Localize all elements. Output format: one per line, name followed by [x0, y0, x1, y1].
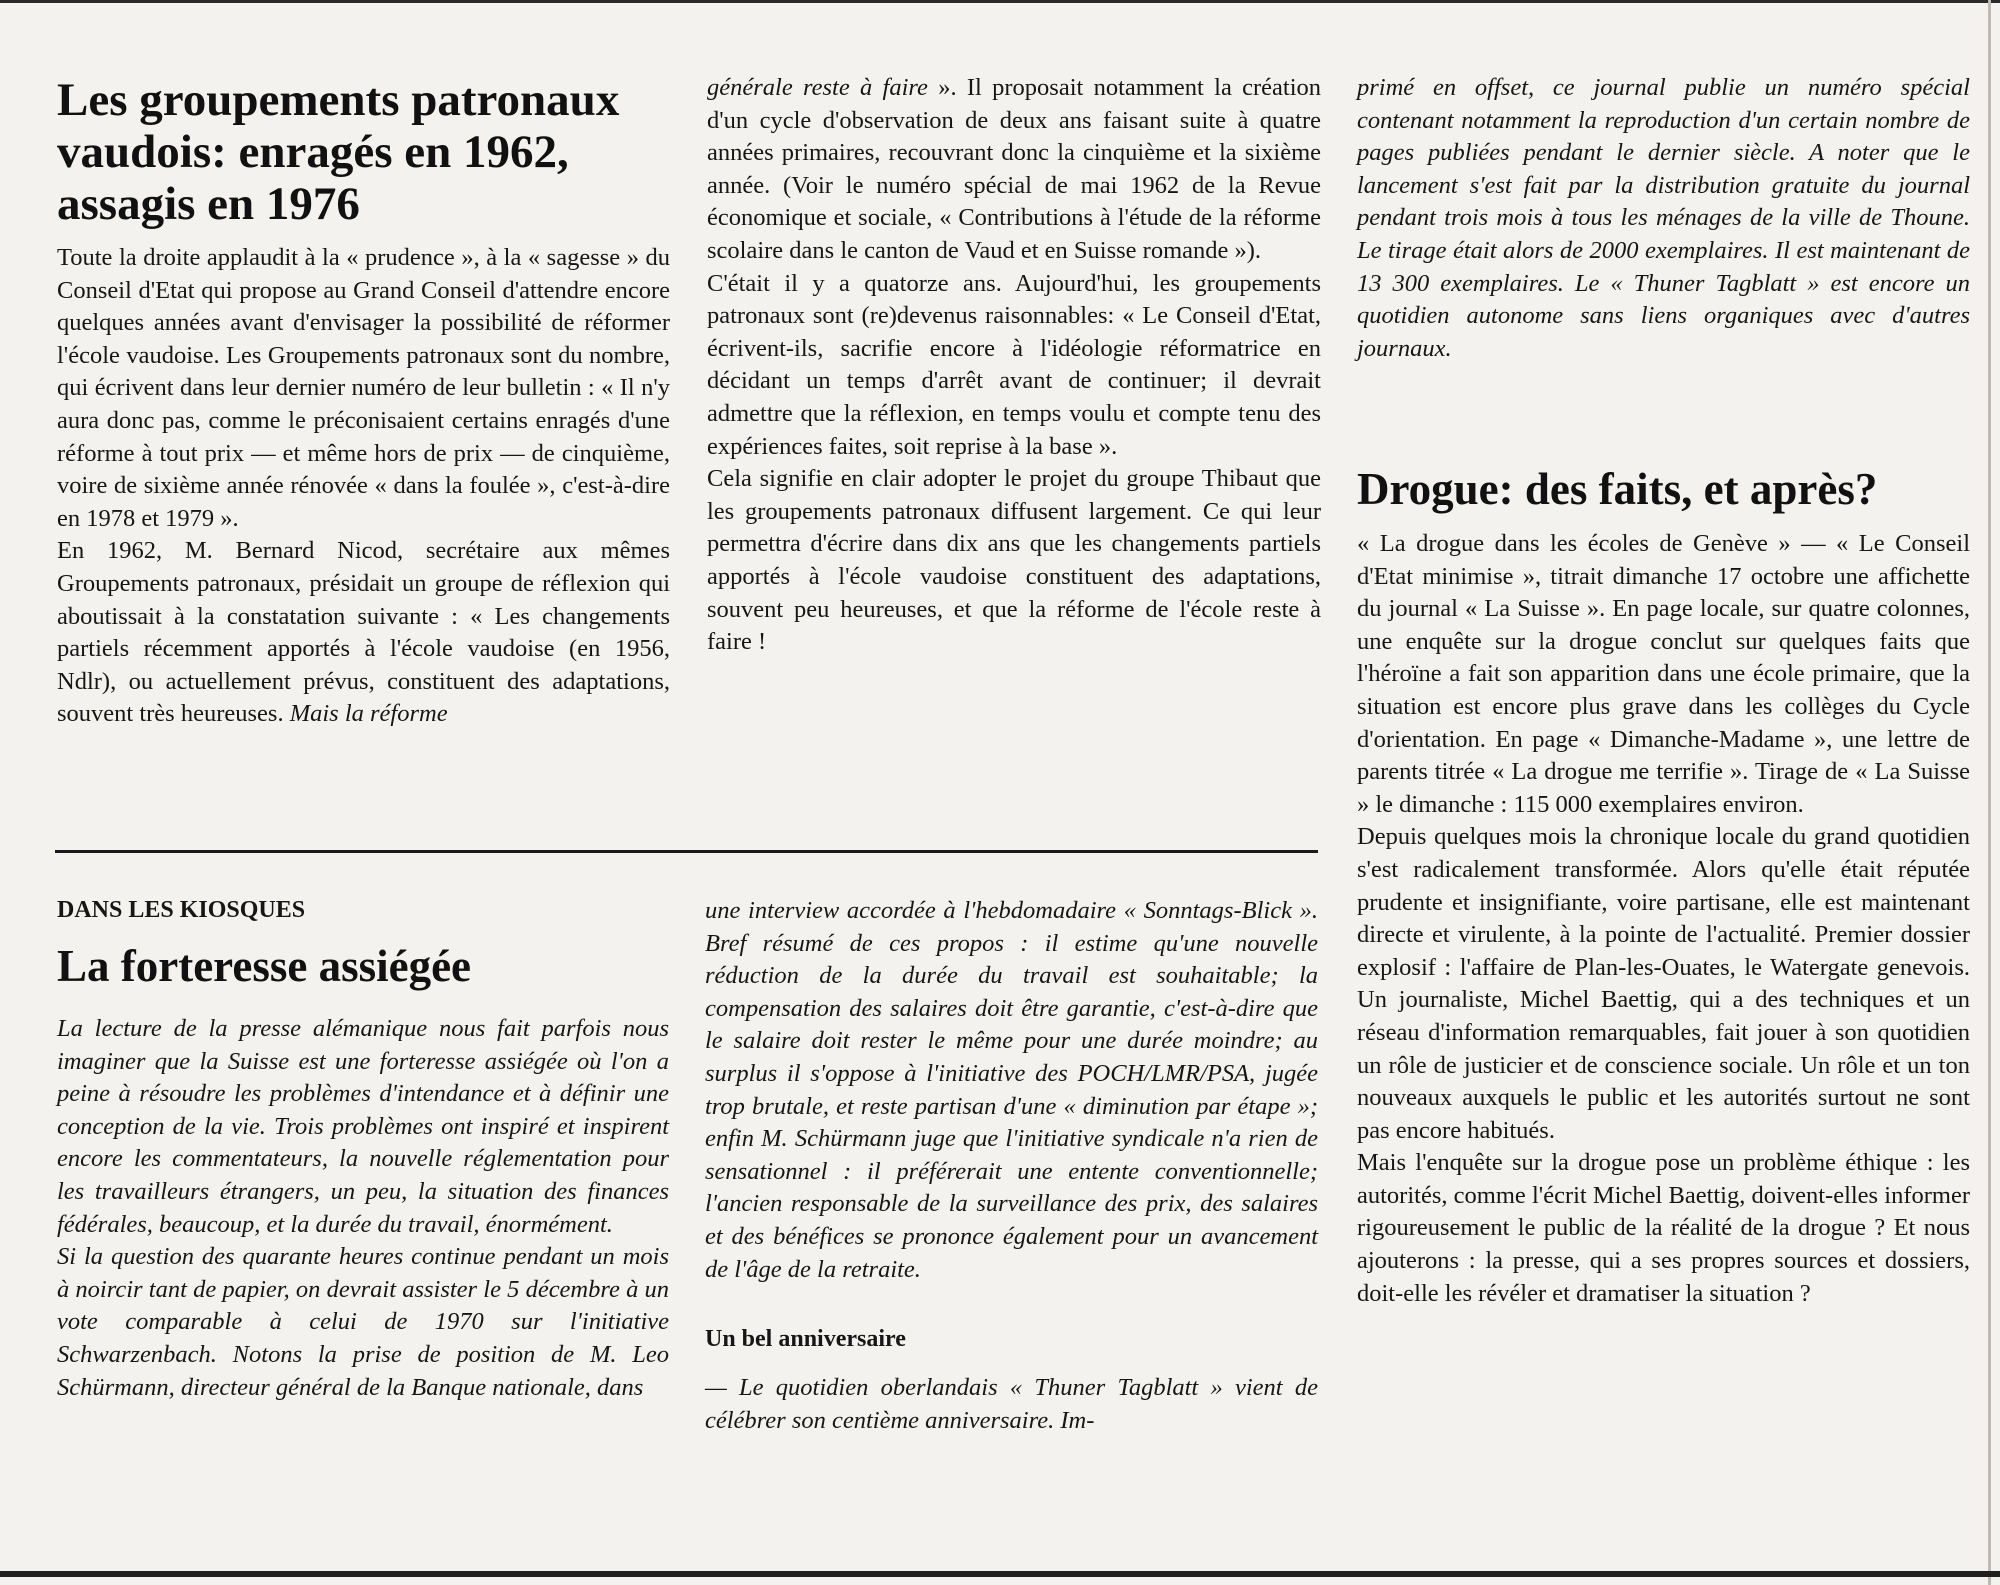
- article3-paragraph: Depuis quelques mois la chronique locale du grand quotidien s'est radicalement transformée. Alors qu'elle était réputée prudente et insignifiante, voire partisane, elle est maintenant directe et virulente, à la pointe de l'actualité. Premier dossier explosif : l'affaire de Plan-les-Ouates, le Watergate genevois. Un journaliste, Michel Baettig, qui a des techniques et un réseau d'information remarquables, fait jouer à son quotidien un rôle de justicier et de conscience sociale. Un rôle et un ton nouveaux auxquels le public et les autorités surtout ne sont pas encore habitués.: [1357, 823, 1970, 1144]
- article3-paragraph: « La drogue dans les écoles de Genève » — « Le Conseil d'Etat minimise », titrait dimanche 17 octobre une affichette du journal « La Suisse ». En page locale, sur quatre colonnes, une enquête sur la drogue conclut sur quelques faits que l'héroïne a fait son apparition dans une école primaire, que la situation est encore plus grave dans les collèges du Cycle d'orientation. En page « Dimanche-Madame », une lettre de parents titrée « La drogue me terrifie ». Tirage de « La Suisse » le dimanche : 115 000 exemplaires environ.: [1357, 530, 1970, 818]
- article2-subhead: Un bel anniversaire: [705, 1326, 906, 1353]
- article2-col3: [1357, 72, 1970, 365]
- article2-kicker: DANS LES KIOSQUES: [57, 897, 306, 923]
- article1-paragraph: C'était il y a quatorze ans. Aujourd'hui, les groupements patronaux sont (re)devenus raisonnables: « Le Conseil d'Etat, écrivent-ils, sacrifie encore à l'idéologie réformatrice en décidant un temps d'arrêt avant de continuer; il devrait admettre que la réflexion, en temps voulu et compte tenu des expériences faites, soit reprise à la base ».: [707, 269, 1321, 460]
- article1-paragraph: générale reste à faire ». Il proposait notamment la création d'un cycle d'observation de deux ans faisant suite à quatre années primaires, recouvrant donc la cinquième et la sixième année. (Voir le numéro spécial de mai 1962 de la Revue économique et sociale, « Contributions à l'étude de la réforme scolaire dans le canton de Vaud et en Suisse romande »).: [707, 74, 1322, 264]
- article1-headline: Les groupements patronaux vaudois: enragés en 1962, assagis en 1976: [57, 74, 620, 230]
- section-divider: [55, 850, 1318, 853]
- page-edge: [1988, 0, 1991, 1585]
- article2-paragraph: une interview accordée à l'hebdomadaire « Sonntags-Blick ». Bref résumé de ces propos : il estime qu'une nouvelle réduction de la durée du travail est souhaitable; la compensation des salaires doit être garantie, c'est-à-dire que le salaire doit rester le même pour une durée moindre; au surplus il s'oppose à l'initiative des POCH/LMR/PSA, jugée trop brutale, et reste partisan d'une « diminution par étape »; enfin M. Schürmann juge que l'initiative syndicale n'a rien de sensationnel : il préférerait une entente conventionnelle; l'ancien responsable de la surveillance des prix, des salaires et des bénéfices se prononce également pour un avancement de l'âge de la retraite.: [705, 897, 1318, 1283]
- article2-paragraph: Si la question des quarante heures continue pendant un mois à noircir tant de papier, on devrait assister le 5 décembre à un vote comparable à celui de 1970 sur l'initiative Schwarzenbach. Notons la prise de position de M. Leo Schürmann, directeur général de la Banque nationale, dans: [57, 1243, 669, 1401]
- article2-paragraph: primé en offset, ce journal publie un numéro spécial contenant notamment la reproduction d'un certain nombre de pages publiées pendant le dernier siècle. A noter que le lancement s'est fait par la distribution gratuite du journal pendant trois mois à tous les ménages de la ville de Thoune. Le tirage était alors de 2000 exemplaires. Il est maintenant de 13 300 exemplaires. Le « Thuner Tagblatt » est encore un quotidien autonome sans liens organiques avec d'autres journaux.: [1357, 74, 1970, 362]
- article1-col2: [707, 72, 1321, 659]
- article1-italic-quote: Mais la réforme: [289, 700, 448, 728]
- article2-col2: [705, 895, 1318, 1437]
- article3-paragraph: Mais l'enquête sur la drogue pose un problème éthique : les autorités, comme l'écrit Michel Baettig, doivent-elles informer rigoureusement le public de la réalité de la drogue ? Et nous ajouterons : la presse, qui a ses propres sources et dossiers, doit-elle les révéler et dramatiser la situation ?: [1357, 1149, 1970, 1307]
- article2-col1: [57, 895, 669, 1404]
- article1-paragraph: En 1962, M. Bernard Nicod, secrétaire aux mêmes Groupements patronaux, présidait un groupe de réflexion qui aboutissait à la constatation suivante : « Les changements partiels récemment apportés à l'école vaudoise (en 1956, Ndlr), ou actuellement prévus, constituent des adaptations, souvent très heureuses. Mais la réforme: [57, 537, 670, 728]
- article1-paragraph: Toute la droite applaudit à la « prudence », à la « sagesse » du Conseil d'Etat qui propose au Grand Conseil d'attendre encore quelques années avant d'envisager la possibilité de réformer l'école vaudoise. Les Groupements patronaux sont du nombre, qui écrivent dans leur dernier numéro de leur bulletin : « Il n'y aura donc pas, comme le préconisaient certains enragés d'une réforme à tout prix — et même hors de prix — de cinquième, voire de sixième année rénovée « dans la foulée », c'est-à-dire en 1978 et 1979 ».: [57, 244, 670, 532]
- article3-headline: Drogue: des faits, et après?: [1357, 464, 1878, 514]
- article2-headline: La forteresse assiégée: [57, 941, 472, 991]
- article2-paragraph: La lecture de la presse alémanique nous fait parfois nous imaginer que la Suisse est une forteresse assiégée où l'on a peine à résoudre les problèmes d'intendance et à définir une conception de la vie. Trois problèmes ont inspiré et inspirent encore les commentateurs, la nouvelle réglementation pour les travailleurs étrangers, un peu, la situation des finances fédérales, beaucoup, et la durée du travail, énormément.: [57, 1015, 669, 1238]
- top-border: [0, 0, 2000, 3]
- article3: [1357, 464, 1970, 1310]
- article2-paragraph: — Le quotidien oberlandais « Thuner Tagblatt » vient de célébrer son centième anniversaire. Im-: [705, 1374, 1318, 1434]
- article1-italic-quote: générale reste à faire: [707, 74, 928, 101]
- article1-col1: [57, 74, 670, 731]
- article1-paragraph: Cela signifie en clair adopter le projet du groupe Thibaut que les groupements patronaux diffusent largement. Ce qui leur permettra d'écrire dans dix ans que les changements partiels apportés à l'école vaudoise constituent des adaptations, souvent peu heureuses, et que la réforme de l'école reste à faire !: [707, 465, 1321, 656]
- bottom-border: [0, 1571, 2000, 1577]
